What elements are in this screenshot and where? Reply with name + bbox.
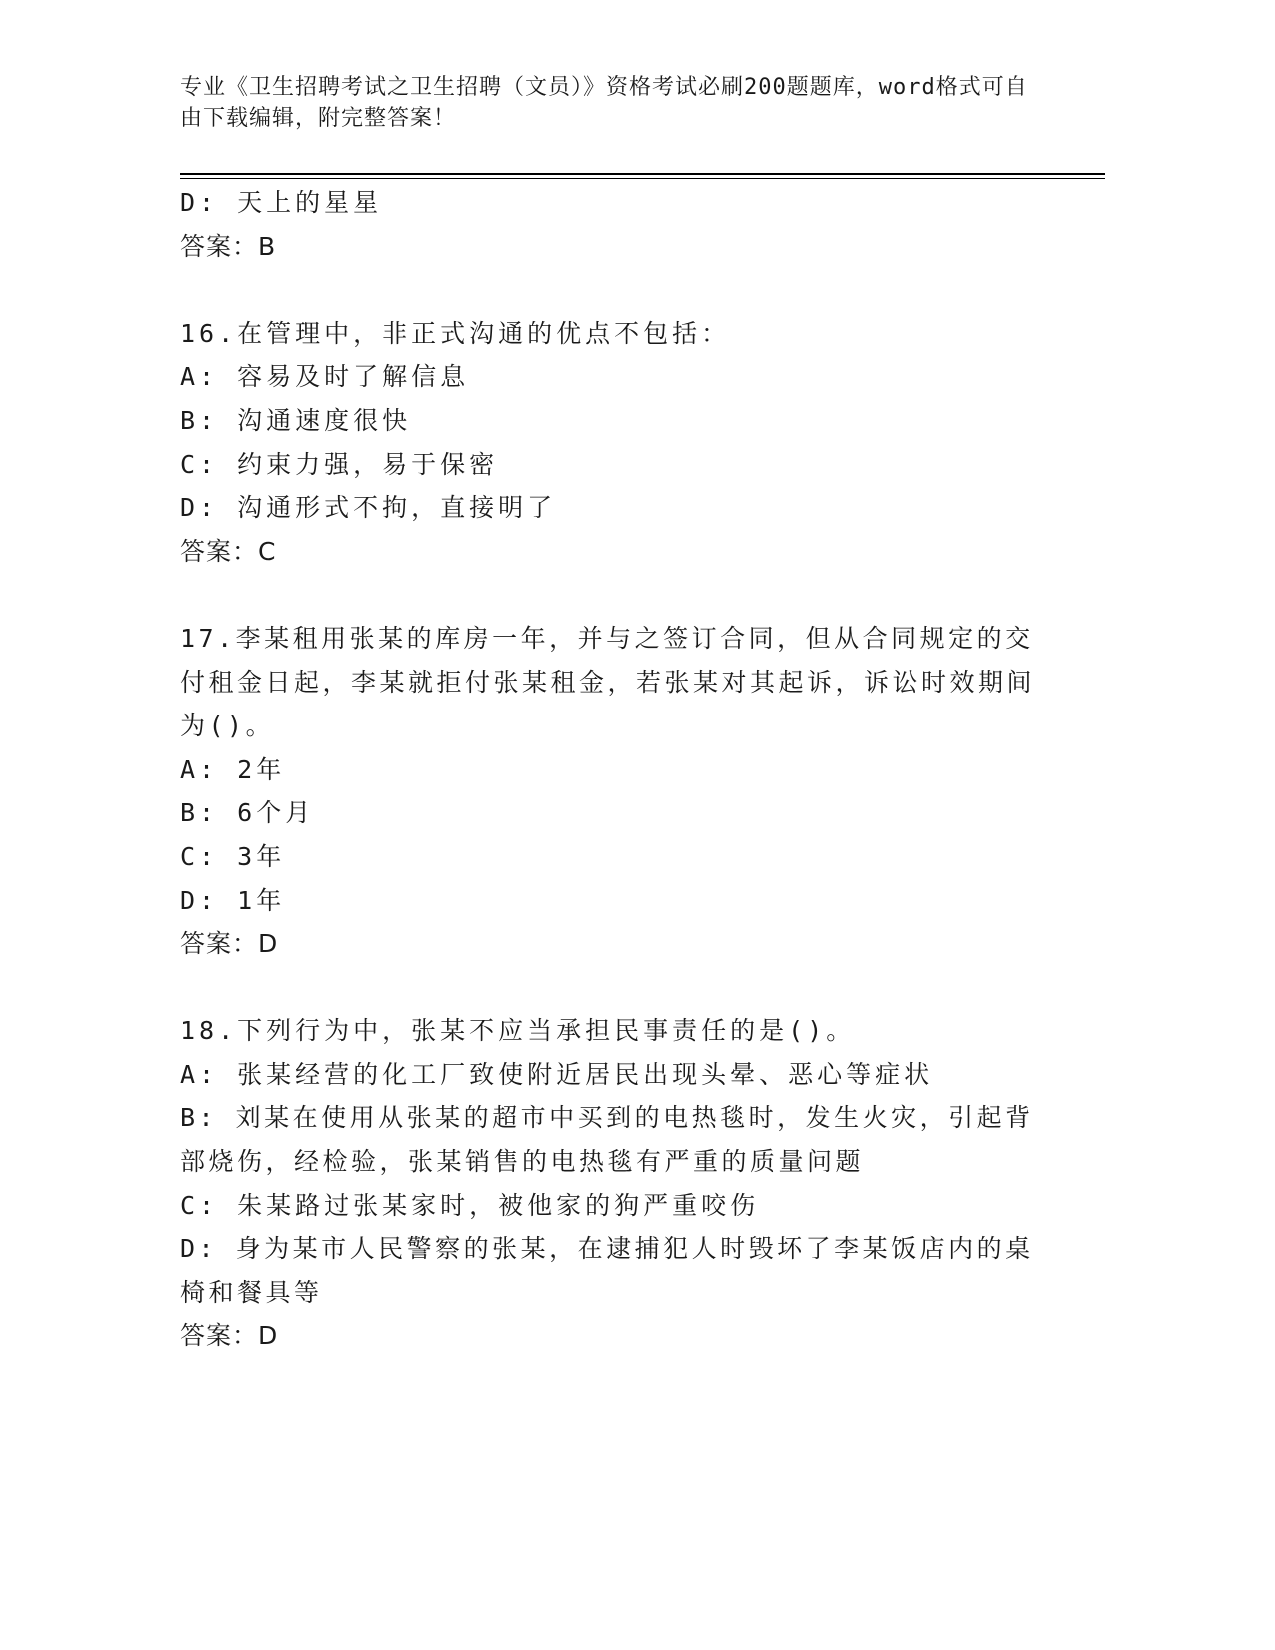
option-b: B: 刘某在使用从张某的超市中买到的电热毯时，发生火灾，引起背部烧伤，经检验，张某销售的电热毯有严重的质量问题 [180, 1103, 1034, 1177]
option-a: A: 张某经营的化工厂致使附近居民出现头晕、恶心等症状 [180, 1059, 934, 1089]
answer: 答案：C [180, 536, 277, 566]
spacer [180, 966, 1040, 1010]
answer: 答案：D [180, 1321, 279, 1351]
question-stem: 18.下列行为中，张某不应当承担民事责任的是()。 [180, 1016, 856, 1046]
question-18 [180, 1009, 1040, 1358]
header-divider-thin [180, 178, 1105, 179]
question-stem: 17.李某租用张某的库房一年，并与之签订合同，但从合同规定的交付租金日起，李某就拒付张某租金，若张某对其起诉，诉讼时效期间为()。 [180, 623, 1036, 741]
header-divider-thick [180, 173, 1105, 175]
option-a: A: 2年 [180, 754, 286, 784]
option-b: B: 沟通速度很快 [180, 405, 412, 435]
option-d: D: 沟通形式不拘，直接明了 [180, 493, 557, 523]
option-a: A: 容易及时了解信息 [180, 362, 470, 392]
question-16 [180, 312, 1040, 574]
option-d: D: 身为某市人民警察的张某，在逮捕犯人时毁坏了李某饭店内的桌椅和餐具等 [180, 1234, 1034, 1307]
page-header: 专业《卫生招聘考试之卫生招聘（文员）》资格考试必刷200题题库，word格式可自由下载编辑，附完整答案！ [180, 75, 1028, 131]
option-d: D: 天上的星星 [180, 188, 383, 217]
question-stem: 16.在管理中，非正式沟通的优点不包括： [180, 318, 731, 348]
option-c: C: 朱某路过张某家时，被他家的狗严重咬伤 [180, 1190, 760, 1220]
question-17 [180, 617, 1040, 966]
answer: 答案：B [180, 231, 277, 261]
option-c: C: 约束力强，易于保密 [180, 449, 499, 479]
answer: 答案：D [180, 929, 279, 959]
option-d: D: 1年 [180, 885, 286, 915]
option-c: C: 3年 [180, 841, 286, 871]
spacer [180, 573, 1040, 617]
spacer [180, 268, 1040, 312]
question-list [180, 181, 1040, 1358]
option-b: B: 6个月 [180, 798, 315, 828]
